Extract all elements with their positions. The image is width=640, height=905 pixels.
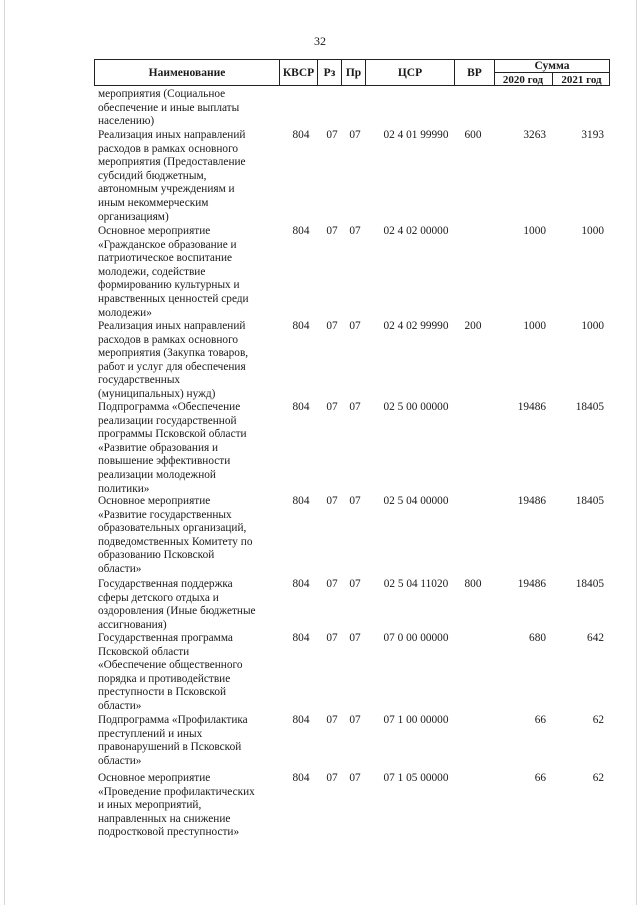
row-rz: 07 [326, 225, 338, 237]
page-number: 32 [314, 34, 326, 48]
row-name: Основное мероприятие «Гражданское образование и патриотическое воспитание молодежи, содействие формированию культурных и нравственных ценностей среди молодежи» [98, 225, 249, 319]
row-pr: 07 [349, 320, 361, 332]
row-csr: 07 1 00 00000 [383, 714, 449, 726]
row-pr: 07 [349, 129, 361, 141]
header-2020: 2020 год [502, 73, 544, 86]
table-header [94, 59, 610, 86]
row-name: Государственная поддержка сферы детского отдыха и оздоровления (Иные бюджетные ассигнования) [98, 578, 256, 631]
row-vr: 800 [464, 578, 482, 590]
row-csr: 07 1 05 00000 [383, 772, 449, 784]
row-name: Основное мероприятие «Проведение профилактических и иных мероприятий, направленных на снижение подростковой преступности» [98, 772, 255, 839]
row-csr: 02 4 02 99990 [383, 320, 449, 332]
row-csr: 07 0 00 00000 [383, 632, 449, 644]
row-value-2021: 18405 [575, 401, 604, 413]
row-csr: 02 5 04 11020 [383, 578, 449, 590]
right-scan-edge [636, 0, 637, 905]
header-name: Наименование [94, 59, 279, 86]
row-kvsr: 804 [292, 772, 310, 784]
row-pr: 07 [349, 632, 361, 644]
row-rz: 07 [326, 772, 338, 784]
row-pr: 07 [349, 772, 361, 784]
row-value-2020: 19486 [517, 401, 546, 413]
row-pr: 07 [349, 578, 361, 590]
row-value-2020: 1000 [523, 225, 546, 237]
row-value-2020: 3263 [523, 129, 546, 141]
row-kvsr: 804 [292, 320, 310, 332]
header-sum: Сумма [534, 59, 570, 72]
row-value-2021: 642 [587, 632, 604, 644]
row-rz: 07 [326, 129, 338, 141]
row-value-2020: 66 [534, 714, 546, 726]
row-value-2021: 18405 [575, 578, 604, 590]
row-rz: 07 [326, 578, 338, 590]
row-pr: 07 [349, 401, 361, 413]
row-vr: 600 [464, 129, 482, 141]
row-value-2020: 66 [534, 772, 546, 784]
row-kvsr: 804 [292, 401, 310, 413]
row-csr: 02 4 02 00000 [383, 225, 449, 237]
header-vr: ВР [454, 59, 494, 86]
row-name: Подпрограмма «Обеспечение реализации государственной программы Псковской области «Развитие образования и повышение эффективности реализации молодежной политики» [98, 401, 247, 495]
row-value-2021: 62 [592, 772, 604, 784]
row-name: Основное мероприятие «Развитие государственных образовательных организаций, подведомственных Комитету по образованию Псковской области» [98, 495, 253, 575]
row-value-2021: 1000 [581, 320, 604, 332]
header-rz: Рз [317, 59, 341, 86]
row-kvsr: 804 [292, 129, 310, 141]
row-csr: 02 5 04 00000 [383, 495, 449, 507]
row-kvsr: 804 [292, 632, 310, 644]
header-kvsr: КВСР [279, 59, 317, 86]
row-value-2020: 1000 [523, 320, 546, 332]
row-name: Подпрограмма «Профилактика преступлений и иных правонарушений в Псковской области» [98, 714, 248, 767]
row-value-2021: 1000 [581, 225, 604, 237]
row-kvsr: 804 [292, 225, 310, 237]
header-2021: 2021 год [552, 73, 610, 86]
row-kvsr: 804 [292, 495, 310, 507]
header-pr: Пр [341, 59, 365, 86]
row-rz: 07 [326, 714, 338, 726]
row-rz: 07 [326, 401, 338, 413]
row-csr: 02 5 00 00000 [383, 401, 449, 413]
header-csr: ЦСР [365, 59, 454, 86]
row-name: Государственная программа Псковской области «Обеспечение общественного порядка и противодействие преступности в Псковской области» [98, 632, 243, 712]
row-value-2020: 19486 [517, 495, 546, 507]
row-value-2020: 19486 [517, 578, 546, 590]
row-value-2020: 680 [529, 632, 546, 644]
row-rz: 07 [326, 632, 338, 644]
row-value-2021: 18405 [575, 495, 604, 507]
row-value-2021: 3193 [581, 129, 604, 141]
row-kvsr: 804 [292, 578, 310, 590]
row-kvsr: 804 [292, 714, 310, 726]
row-rz: 07 [326, 320, 338, 332]
row-rz: 07 [326, 495, 338, 507]
left-scan-edge [4, 0, 5, 905]
row-value-2021: 62 [592, 714, 604, 726]
row-name: мероприятия (Социальное обеспечение и иные выплаты населению) [98, 88, 240, 128]
row-csr: 02 4 01 99990 [383, 129, 449, 141]
row-vr: 200 [464, 320, 482, 332]
row-pr: 07 [349, 714, 361, 726]
row-pr: 07 [349, 495, 361, 507]
row-name: Реализация иных направлений расходов в рамках основного мероприятия (Предоставление субсидий бюджетным, автономным учреждениям и иным некоммерческим организациям) [98, 129, 246, 223]
row-pr: 07 [349, 225, 361, 237]
row-name: Реализация иных направлений расходов в рамках основного мероприятия (Закупка товаров, работ и услуг для обеспечения государственных (муниципальных) нужд) [98, 320, 249, 400]
